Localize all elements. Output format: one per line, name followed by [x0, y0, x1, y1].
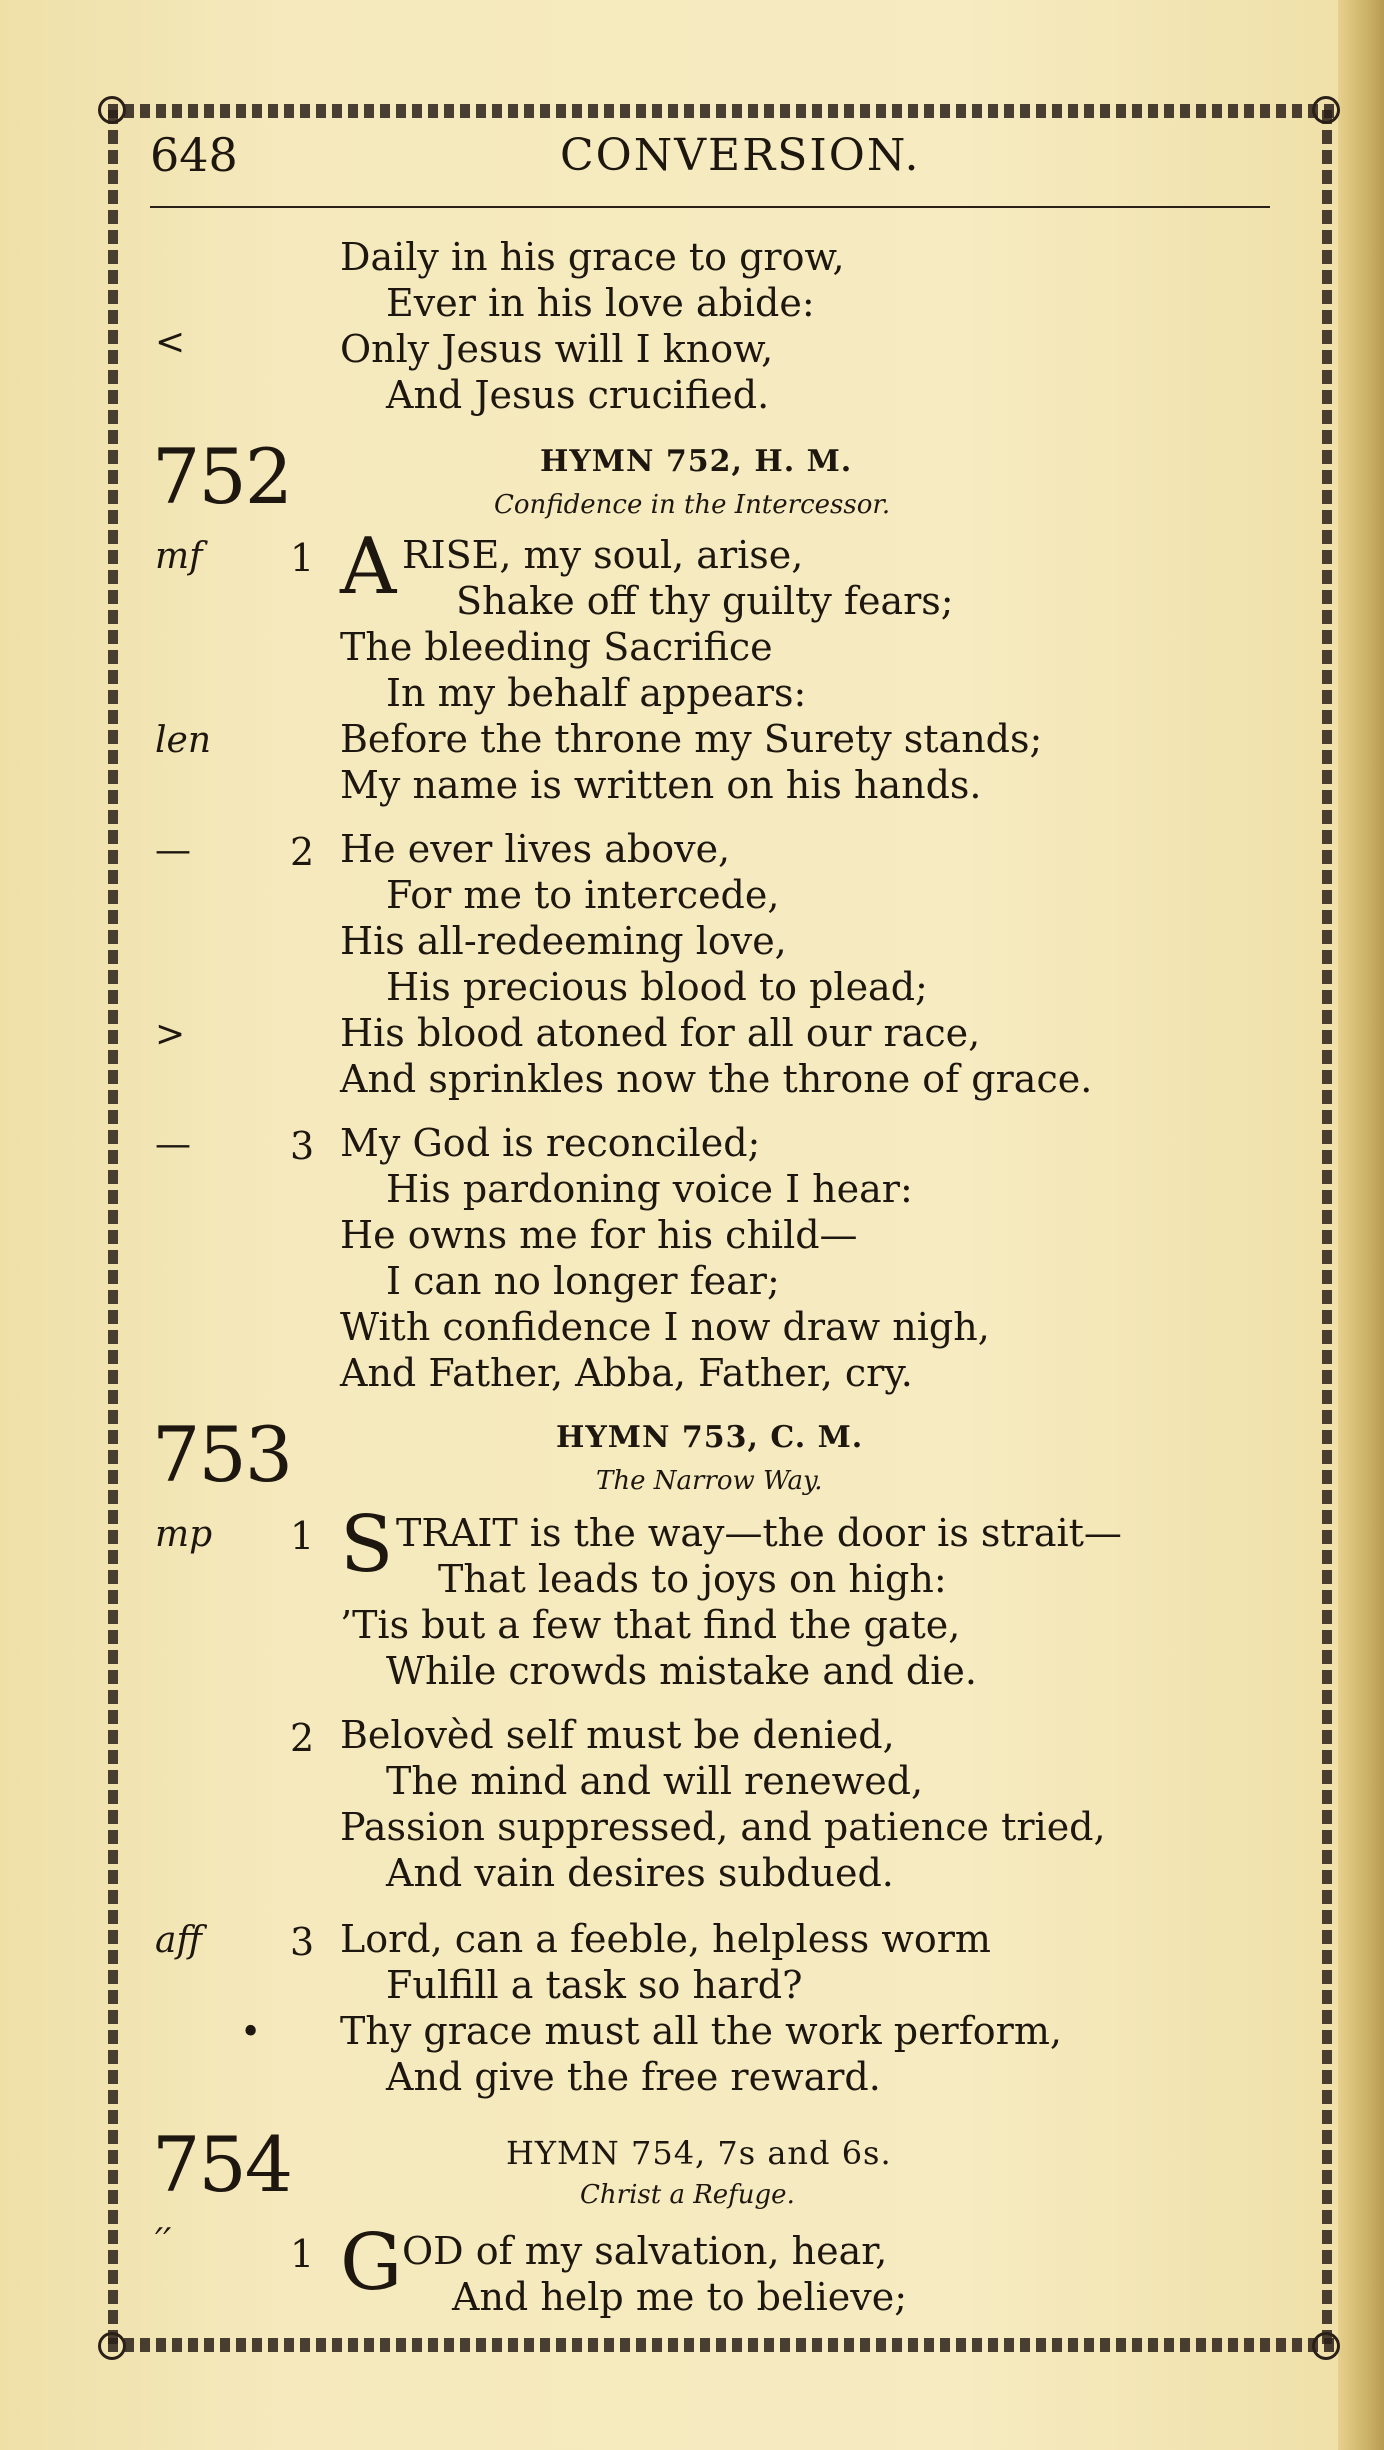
verse-line: Belovèd self must be denied, — [340, 1713, 895, 1757]
verse-line: Shake off thy guilty fears; — [456, 579, 954, 623]
verse-number: 3 — [290, 1920, 315, 1964]
verse-line: My name is written on his hands. — [340, 763, 982, 807]
verse-number: 3 — [290, 1124, 315, 1168]
hymn-number: 753 — [152, 1410, 292, 1499]
ornamental-border-top — [108, 104, 1334, 118]
verse-line: With confidence I now draw nigh, — [340, 1305, 990, 1349]
header-rule — [150, 206, 1270, 208]
page-number: 648 — [150, 128, 238, 182]
hymn-title: HYMN 753, C. M. — [556, 1420, 864, 1455]
dynamic-mark: < — [155, 322, 186, 363]
verse-line: That leads to joys on high: — [438, 1557, 947, 1601]
verse-line: The mind and will renewed, — [386, 1759, 924, 1803]
corner-ornament-icon — [98, 2332, 126, 2360]
verse-line: And Jesus crucified. — [386, 373, 770, 417]
hymn-subtitle: The Narrow Way. — [596, 1466, 823, 1496]
verse-line: While crowds mistake and die. — [386, 1649, 977, 1693]
corner-ornament-icon — [1312, 96, 1340, 124]
verse-line: And give the free reward. — [386, 2055, 881, 2099]
verse-line: His precious blood to plead; — [386, 965, 928, 1009]
dynamic-mark: — — [155, 830, 191, 871]
verse-line: And Father, Abba, Father, cry. — [340, 1351, 913, 1395]
verse-line: He ever lives above, — [340, 827, 731, 871]
hymn-subtitle: Confidence in the Intercessor. — [494, 490, 891, 520]
verse-line: For me to intercede, — [386, 873, 780, 917]
verse-number: 1 — [290, 536, 315, 580]
dynamic-mark: mf — [155, 536, 203, 577]
verse-line: His blood atoned for all our race, — [340, 1011, 981, 1055]
drop-cap: A — [340, 522, 397, 612]
verse-line: His all-redeeming love, — [340, 919, 787, 963]
running-head: CONVERSION. — [560, 130, 921, 181]
verse-line: OD of my salvation, hear, — [402, 2229, 888, 2273]
dynamic-mark: — — [155, 1124, 191, 1165]
verse-line: Lord, can a feeble, helpless worm — [340, 1917, 991, 1961]
verse-line: TRAIT is the way—the door is strait— — [396, 1511, 1122, 1555]
drop-cap: G — [340, 2218, 403, 2308]
verse-number: 1 — [290, 1514, 315, 1558]
verse-line: Daily in his grace to grow, — [340, 235, 845, 279]
verse-line: Only Jesus will I know, — [340, 327, 774, 371]
verse-line: Ever in his love abide: — [386, 281, 815, 325]
ornamental-border-left — [108, 110, 118, 2345]
verse-line: RISE, my soul, arise, — [402, 533, 804, 577]
verse-line: And help me to believe; — [452, 2275, 908, 2319]
ornamental-border-bottom — [108, 2338, 1334, 2352]
verse-line: His pardoning voice I hear: — [386, 1167, 913, 1211]
dynamic-mark: • — [240, 2012, 262, 2053]
corner-ornament-icon — [98, 96, 126, 124]
verse-line: And sprinkles now the throne of grace. — [340, 1057, 1093, 1101]
verse-line: In my behalf appears: — [386, 671, 807, 715]
verse-line: Before the throne my Surety stands; — [340, 717, 1043, 761]
dynamic-mark: ′′ — [155, 2222, 172, 2263]
dynamic-mark: > — [155, 1014, 186, 1055]
verse-line: Thy grace must all the work perform, — [340, 2009, 1062, 2053]
verse-line: Fulfill a task so hard? — [386, 1963, 803, 2007]
verse-number: 1 — [290, 2232, 315, 2276]
verse-line: He owns me for his child— — [340, 1213, 858, 1257]
hymn-subtitle: Christ a Refuge. — [580, 2180, 795, 2210]
dynamic-mark: aff — [155, 1920, 202, 1961]
dynamic-mark: mp — [155, 1514, 213, 1555]
verse-line: ’Tis but a few that find the gate, — [340, 1603, 961, 1647]
ornamental-border-right — [1322, 110, 1332, 2345]
page-edge — [1338, 0, 1384, 2450]
hymn-title: HYMN 752, H. M. — [540, 444, 853, 479]
corner-ornament-icon — [1312, 2332, 1340, 2360]
hymn-title: HYMN 754, 7s and 6s. — [506, 2134, 892, 2172]
verse-line: And vain desires subdued. — [386, 1851, 894, 1895]
verse-number: 2 — [290, 830, 315, 874]
verse-number: 2 — [290, 1716, 315, 1760]
drop-cap: S — [340, 1500, 394, 1590]
verse-line: The bleeding Sacrifice — [340, 625, 773, 669]
verse-line: My God is reconciled; — [340, 1121, 761, 1165]
verse-line: Passion suppressed, and patience tried, — [340, 1805, 1106, 1849]
verse-line: I can no longer fear; — [386, 1259, 780, 1303]
hymn-number: 754 — [152, 2120, 292, 2209]
dynamic-mark: len — [155, 720, 212, 761]
hymn-number: 752 — [152, 432, 292, 521]
